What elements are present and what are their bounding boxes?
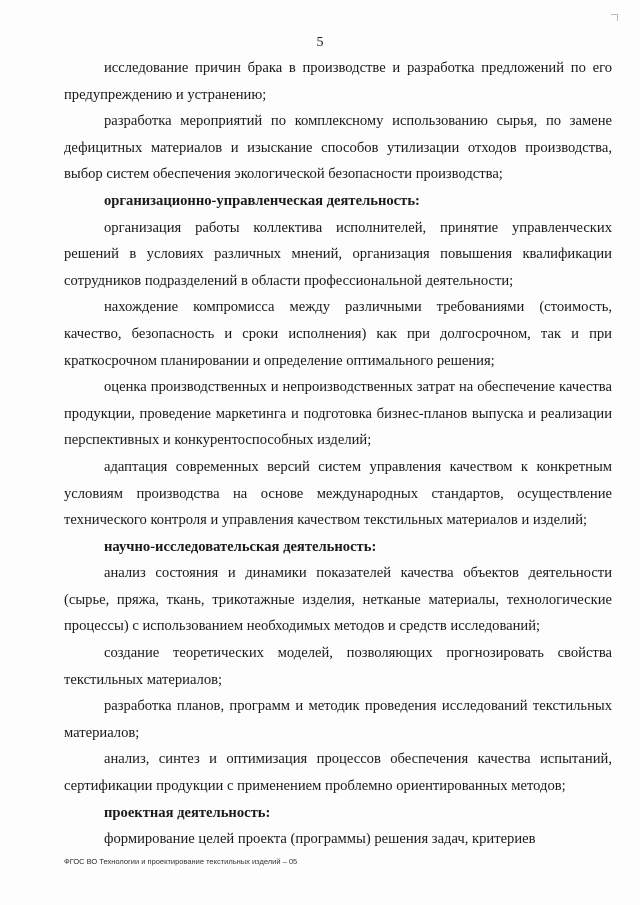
page-footer: ФГОС ВО Технологии и проектирование текстильных изделий – 05 — [64, 857, 298, 866]
paragraph: разработка мероприятий по комплексному использованию сырья, по замене дефицитных материалов и изыскание способов утилизации отходов производства, выбор систем обеспечения экологической безопасности производства; — [64, 113, 612, 183]
paragraph: создание теоретических моделей, позволяющих прогнозировать свойства текстильных материалов; — [64, 645, 612, 688]
paragraph: формирование целей проекта (программы) решения задач, критериев — [104, 831, 536, 848]
section-heading: научно-исследовательская деятельность: — [104, 538, 377, 555]
page-number: 5 — [316, 35, 324, 50]
scan-corner-mark — [611, 14, 618, 21]
paragraph: нахождение компромисса между различными требованиями (стоимость, качество, безопасность и сроки исполнения) как при долгосрочном, так и при краткосрочном планировании и определение оптимального решения; — [64, 299, 612, 369]
paragraph: оценка производственных и непроизводственных затрат на обеспечение качества продукции, проведение маркетинга и подготовка бизнес-планов выпуска и реализации перспективных и конкурентоспособных изделий; — [64, 379, 612, 449]
section-heading: организационно-управленческая деятельность: — [104, 192, 420, 209]
paragraph: анализ, синтез и оптимизация процессов обеспечения качества испытаний, сертификации продукции с применением проблемно ориентированных методов; — [64, 751, 612, 795]
paragraph: исследование причин брака в производстве и разработка предложений по его предупреждению и устранению; — [64, 60, 612, 103]
paragraph: разработка планов, программ и методик проведения исследований текстильных материалов; — [64, 698, 612, 741]
section-heading: проектная деятельность: — [104, 804, 271, 821]
paragraph: анализ состояния и динамики показателей качества объектов деятельности (сырье, пряжа, ткань, трикотажные изделия, нетканые материалы, технологические процессы) с использованием необходимых методов и средств исследований; — [64, 565, 612, 635]
paragraph: организация работы коллектива исполнителей, принятие управленческих решений в условиях различных мнений, организация повышения квалификации сотрудников подразделений в области профессиональной деятельности; — [64, 219, 612, 289]
document-body — [64, 55, 612, 853]
paragraph: адаптация современных версий систем управления качеством к конкретным условиям производства на основе международных стандартов, осуществление технического контроля и управления качеством текстильных материалов и изделий; — [64, 458, 612, 529]
